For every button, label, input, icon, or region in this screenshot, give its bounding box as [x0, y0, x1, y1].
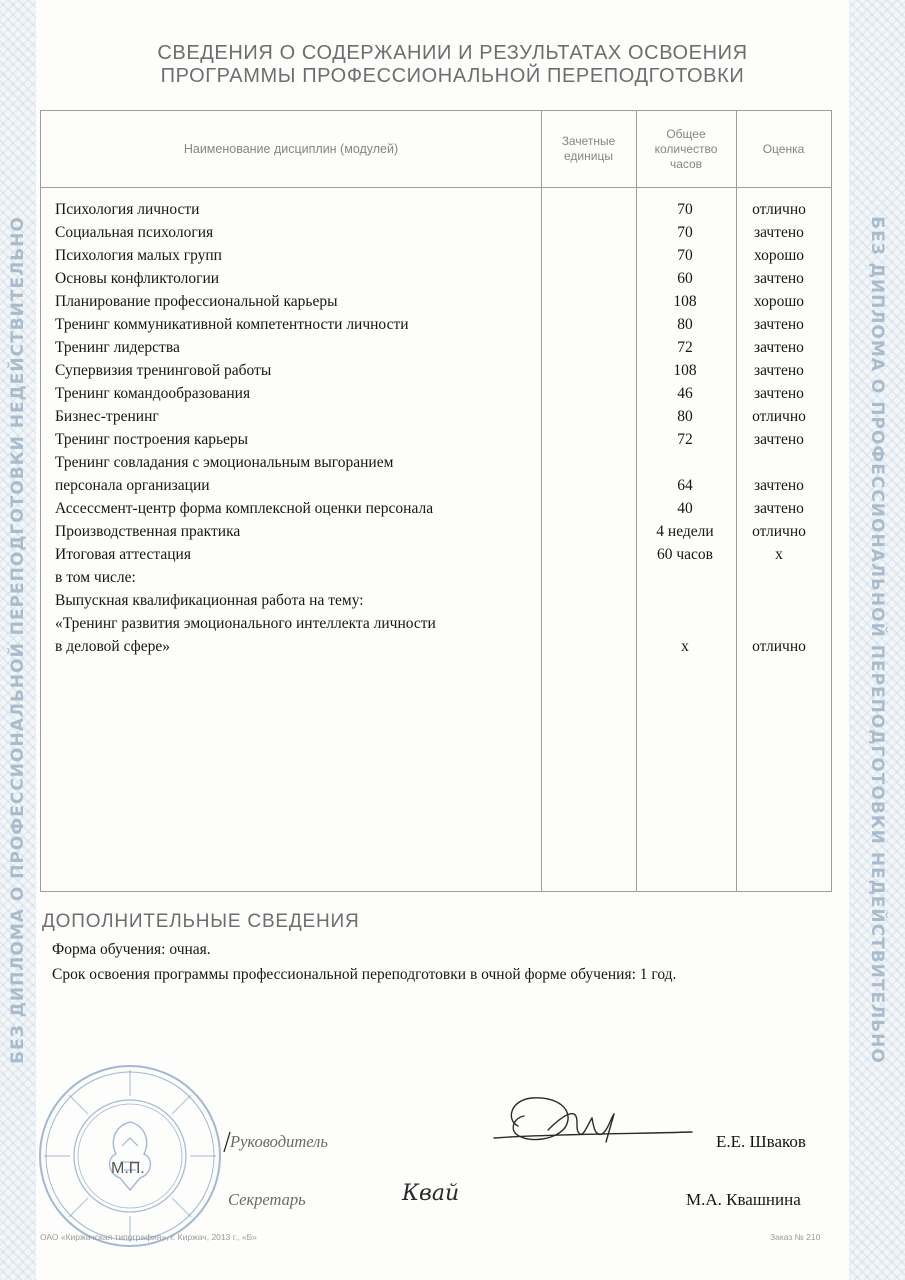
- table-row: [55, 612, 825, 635]
- table-row: [55, 474, 825, 497]
- secretary-signature: [396, 1172, 486, 1212]
- total-hours: 108: [673, 362, 697, 379]
- grade: зачтено: [754, 224, 804, 241]
- grade: зачтено: [754, 362, 804, 379]
- total-hours: [637, 451, 733, 474]
- grade: зачтено: [754, 339, 804, 356]
- header-total-hours: Общее количество часов: [654, 126, 718, 171]
- credit-units: [542, 543, 637, 566]
- total-hours: 60 часов: [657, 546, 713, 563]
- credit-units: [542, 382, 637, 405]
- table-row: [55, 359, 825, 382]
- total-hours: [637, 566, 733, 589]
- total-hours: х: [681, 638, 689, 655]
- total-hours: 60: [677, 270, 693, 287]
- discipline-name: в деловой сфере»: [55, 638, 170, 655]
- discipline-name: Тренинг командообразования: [55, 385, 251, 402]
- table-row: [55, 198, 825, 221]
- discipline-name: в том числе:: [55, 569, 136, 586]
- discipline-name: Производственная практика: [55, 523, 241, 540]
- grade: отлично: [752, 408, 806, 425]
- right-band-text: БЕЗ ДИПЛОМА О ПРОФЕССИОНАЛЬНОЙ ПЕРЕПОДГОТОВКИ НЕДЕЙСТВИТЕЛЬНО: [867, 216, 887, 1064]
- secretary-role-label: Секретарь: [228, 1190, 306, 1209]
- credit-units: [542, 267, 637, 290]
- table-row: [55, 451, 825, 474]
- discipline-name: «Тренинг развития эмоционального интеллекта личности: [55, 615, 436, 632]
- credit-units: [542, 589, 637, 612]
- credit-units: [542, 428, 637, 451]
- credit-units: [542, 520, 637, 543]
- table-row: [55, 313, 825, 336]
- discipline-name: Психология личности: [55, 201, 200, 218]
- title-line-1: СВЕДЕНИЯ О СОДЕРЖАНИИ И РЕЗУЛЬТАТАХ ОСВОЕНИЯ: [157, 42, 748, 64]
- discipline-name: персонала организации: [55, 477, 210, 494]
- discipline-name: Тренинг построения карьеры: [55, 431, 249, 448]
- discipline-name: Психология малых групп: [55, 247, 222, 264]
- table-row: [55, 520, 825, 543]
- left-band-text: БЕЗ ДИПЛОМА О ПРОФЕССИОНАЛЬНОЙ ПЕРЕПОДГОТОВКИ НЕДЕЙСТВИТЕЛЬНО: [8, 216, 28, 1064]
- discipline-name: Социальная психология: [55, 224, 214, 241]
- total-hours: 40: [677, 500, 693, 517]
- page-title: [60, 42, 845, 88]
- total-hours: 80: [677, 408, 693, 425]
- discipline-name: Планирование профессиональной карьеры: [55, 293, 338, 310]
- credit-units: [542, 198, 637, 221]
- discipline-name: Тренинг совладания с эмоциональным выгоранием: [55, 454, 394, 471]
- credit-units: [542, 497, 637, 520]
- grade: зачтено: [754, 431, 804, 448]
- grade: зачтено: [754, 477, 804, 494]
- table-row: [55, 290, 825, 313]
- additional-info-title: ДОПОЛНИТЕЛЬНЫЕ СВЕДЕНИЯ: [42, 911, 360, 932]
- table-row: [55, 635, 825, 658]
- credit-units: [542, 359, 637, 382]
- credit-units: [542, 221, 637, 244]
- right-security-band: [849, 0, 905, 1280]
- head-name: Е.Е. Шваков: [716, 1132, 806, 1151]
- table-row: [55, 497, 825, 520]
- total-hours: [637, 612, 733, 635]
- credit-units: [542, 336, 637, 359]
- left-security-band: [0, 0, 36, 1280]
- head-role-label: Руководитель: [230, 1132, 328, 1151]
- printer-info: ОАО «Киржачская типография», г. Киржач, 2013 г., «Б»: [40, 1232, 257, 1242]
- total-hours: 70: [677, 201, 693, 218]
- credit-units: [542, 405, 637, 428]
- total-hours: 80: [677, 316, 693, 333]
- table-row: [55, 543, 825, 566]
- title-line-2: ПРОГРАММЫ ПРОФЕССИОНАЛЬНОЙ ПЕРЕПОДГОТОВКИ: [160, 65, 745, 87]
- total-hours: 4 недели: [656, 523, 714, 540]
- grade: зачтено: [754, 385, 804, 402]
- discipline-name: Выпускная квалификационная работа на тему:: [55, 592, 364, 609]
- grade: хорошо: [753, 247, 805, 264]
- table-row: [55, 589, 825, 612]
- discipline-name: Супервизия тренинговой работы: [55, 362, 272, 379]
- table-header-divider: [41, 187, 831, 188]
- head-signature: [488, 1090, 698, 1150]
- total-hours: 108: [673, 293, 697, 310]
- table-row: [55, 405, 825, 428]
- official-seal-stamp: [36, 1062, 224, 1250]
- grade: [733, 589, 825, 612]
- total-hours: 70: [677, 247, 693, 264]
- total-hours: 70: [677, 224, 693, 241]
- header-grade: Оценка: [762, 141, 805, 156]
- grade: зачтено: [754, 500, 804, 517]
- discipline-name: Итоговая аттестация: [55, 546, 191, 563]
- total-hours: [637, 589, 733, 612]
- total-hours: 72: [677, 339, 693, 356]
- grade: [733, 451, 825, 474]
- discipline-name: Ассессмент-центр форма комплексной оценки персонала: [55, 500, 434, 517]
- disciplines-table: [40, 110, 832, 892]
- secretary-signature-text: Квай: [402, 1181, 460, 1206]
- table-row: [55, 428, 825, 451]
- grade: [733, 612, 825, 635]
- credit-units: [542, 290, 637, 313]
- credit-units: [542, 566, 637, 589]
- grade: зачтено: [754, 270, 804, 287]
- study-form: Форма обучения: очная.: [52, 941, 211, 958]
- secretary-name: М.А. Квашнина: [686, 1190, 801, 1209]
- credit-units: [542, 635, 637, 658]
- table-row: [55, 244, 825, 267]
- table-body: [55, 198, 825, 658]
- table-row: [55, 221, 825, 244]
- discipline-name: Основы конфликтологии: [55, 270, 220, 287]
- table-row: [55, 566, 825, 589]
- discipline-name: Тренинг коммуникативной компетентности личности: [55, 316, 409, 333]
- header-credit-units: Зачетные единицы: [561, 134, 616, 163]
- credit-units: [542, 313, 637, 336]
- credit-units: [542, 244, 637, 267]
- discipline-name: Бизнес-тренинг: [55, 408, 159, 425]
- grade: отлично: [752, 523, 806, 540]
- total-hours: 72: [677, 431, 693, 448]
- grade: отлично: [752, 201, 806, 218]
- discipline-name: Тренинг лидерства: [55, 339, 180, 356]
- study-duration: Срок освоения программы профессиональной переподготовки в очной форме обучения: 1 год.: [52, 966, 677, 983]
- grade: х: [775, 546, 783, 563]
- credit-units: [542, 474, 637, 497]
- stamp-placeholder-label: М.П.: [111, 1160, 145, 1177]
- grade: отлично: [752, 638, 806, 655]
- table-row: [55, 336, 825, 359]
- table-row: [55, 267, 825, 290]
- total-hours: 46: [677, 385, 693, 402]
- order-number: Заказ № 210: [770, 1232, 821, 1242]
- credit-units: [542, 451, 637, 474]
- table-row: [55, 382, 825, 405]
- grade: хорошо: [753, 293, 805, 310]
- grade: зачтено: [754, 316, 804, 333]
- header-discipline-name: Наименование дисциплин (модулей): [183, 141, 399, 156]
- grade: [733, 566, 825, 589]
- total-hours: 64: [677, 477, 693, 494]
- credit-units: [542, 612, 637, 635]
